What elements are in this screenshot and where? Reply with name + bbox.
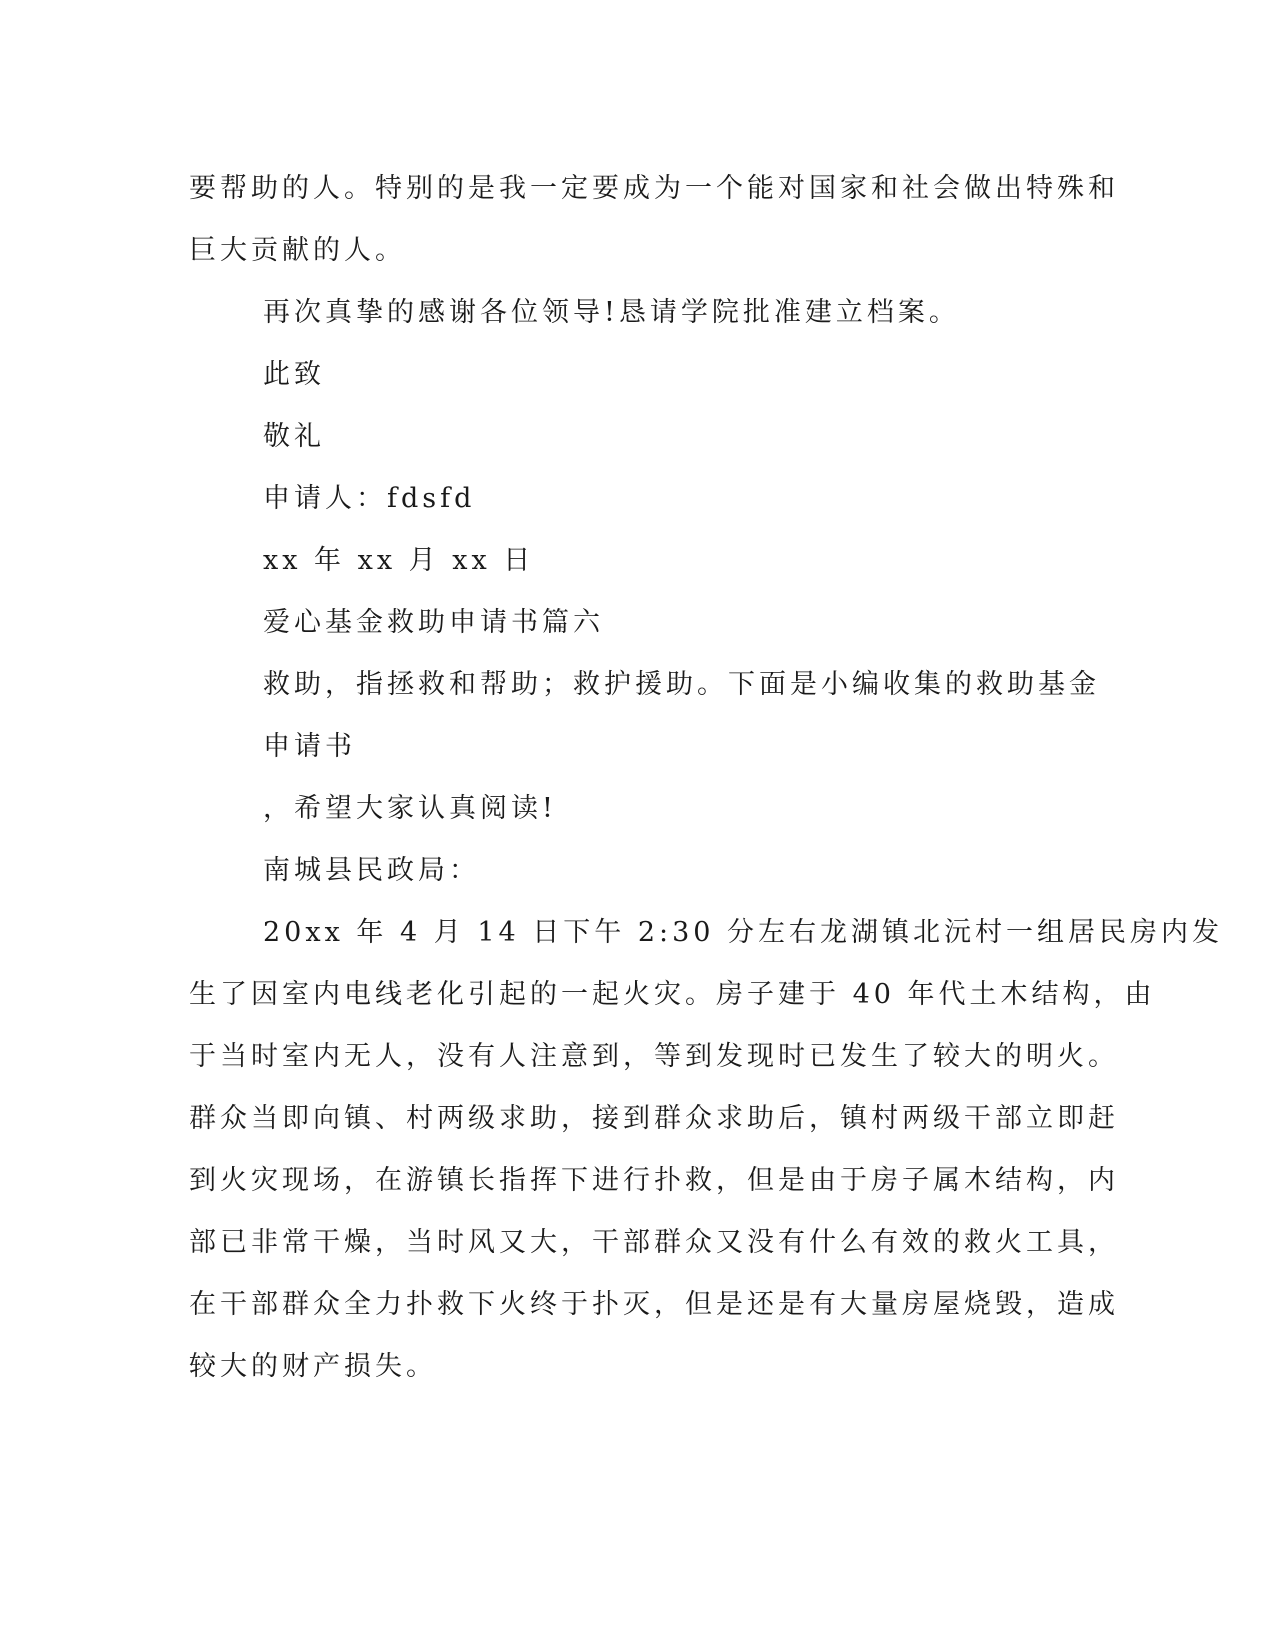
paragraph-line: 到火灾现场，在游镇长指挥下进行扑救，但是由于房子属木结构，内 (189, 1165, 1119, 1196)
paragraph-line: 要帮助的人。特别的是我一定要成为一个能对国家和社会做出特殊和 (189, 173, 1119, 204)
paragraph-line: 生了因室内电线老化引起的一起火灾。房子建于 40 年代土木结构，由 (189, 979, 1156, 1010)
paragraph-line: 在干部群众全力扑救下火终于扑灭，但是还是有大量房屋烧毁，造成 (189, 1289, 1119, 1320)
paragraph-line: 于当时室内无人，没有人注意到，等到发现时已发生了较大的明火。 (189, 1041, 1119, 1072)
closing-thanks: 再次真挚的感谢各位领导!恳请学院批准建立档案。 (263, 297, 960, 328)
applicant-line: 申请人：fdsfd (263, 483, 476, 514)
paragraph-line: 巨大贡献的人。 (189, 235, 406, 266)
date-line: xx 年 xx 月 xx 日 (263, 545, 535, 576)
salutation-jingli: 敬礼 (263, 421, 325, 452)
paragraph-line: 较大的财产损失。 (189, 1351, 437, 1382)
salutation-cizhi: 此致 (263, 359, 325, 390)
paragraph-line: 部已非常干燥，当时风又大，干部群众又没有什么有效的救火工具， (189, 1227, 1119, 1258)
recipient-line: 南城县民政局： (263, 855, 480, 886)
paragraph-line: 群众当即向镇、村两级求助，接到群众求助后，镇村两级干部立即赶 (189, 1103, 1119, 1134)
intro-line: 救助，指拯救和帮助；救护援助。下面是小编收集的救助基金 (263, 669, 1100, 700)
document-body (189, 158, 1224, 1398)
section-title: 爱心基金救助申请书篇六 (263, 607, 604, 638)
intro-line: 申请书 (263, 731, 356, 762)
intro-line: ，希望大家认真阅读! (263, 793, 557, 824)
paragraph-line: 20xx 年 4 月 14 日下午 2:30 分左右龙湖镇北沅村一组居民房内发 (263, 917, 1224, 948)
